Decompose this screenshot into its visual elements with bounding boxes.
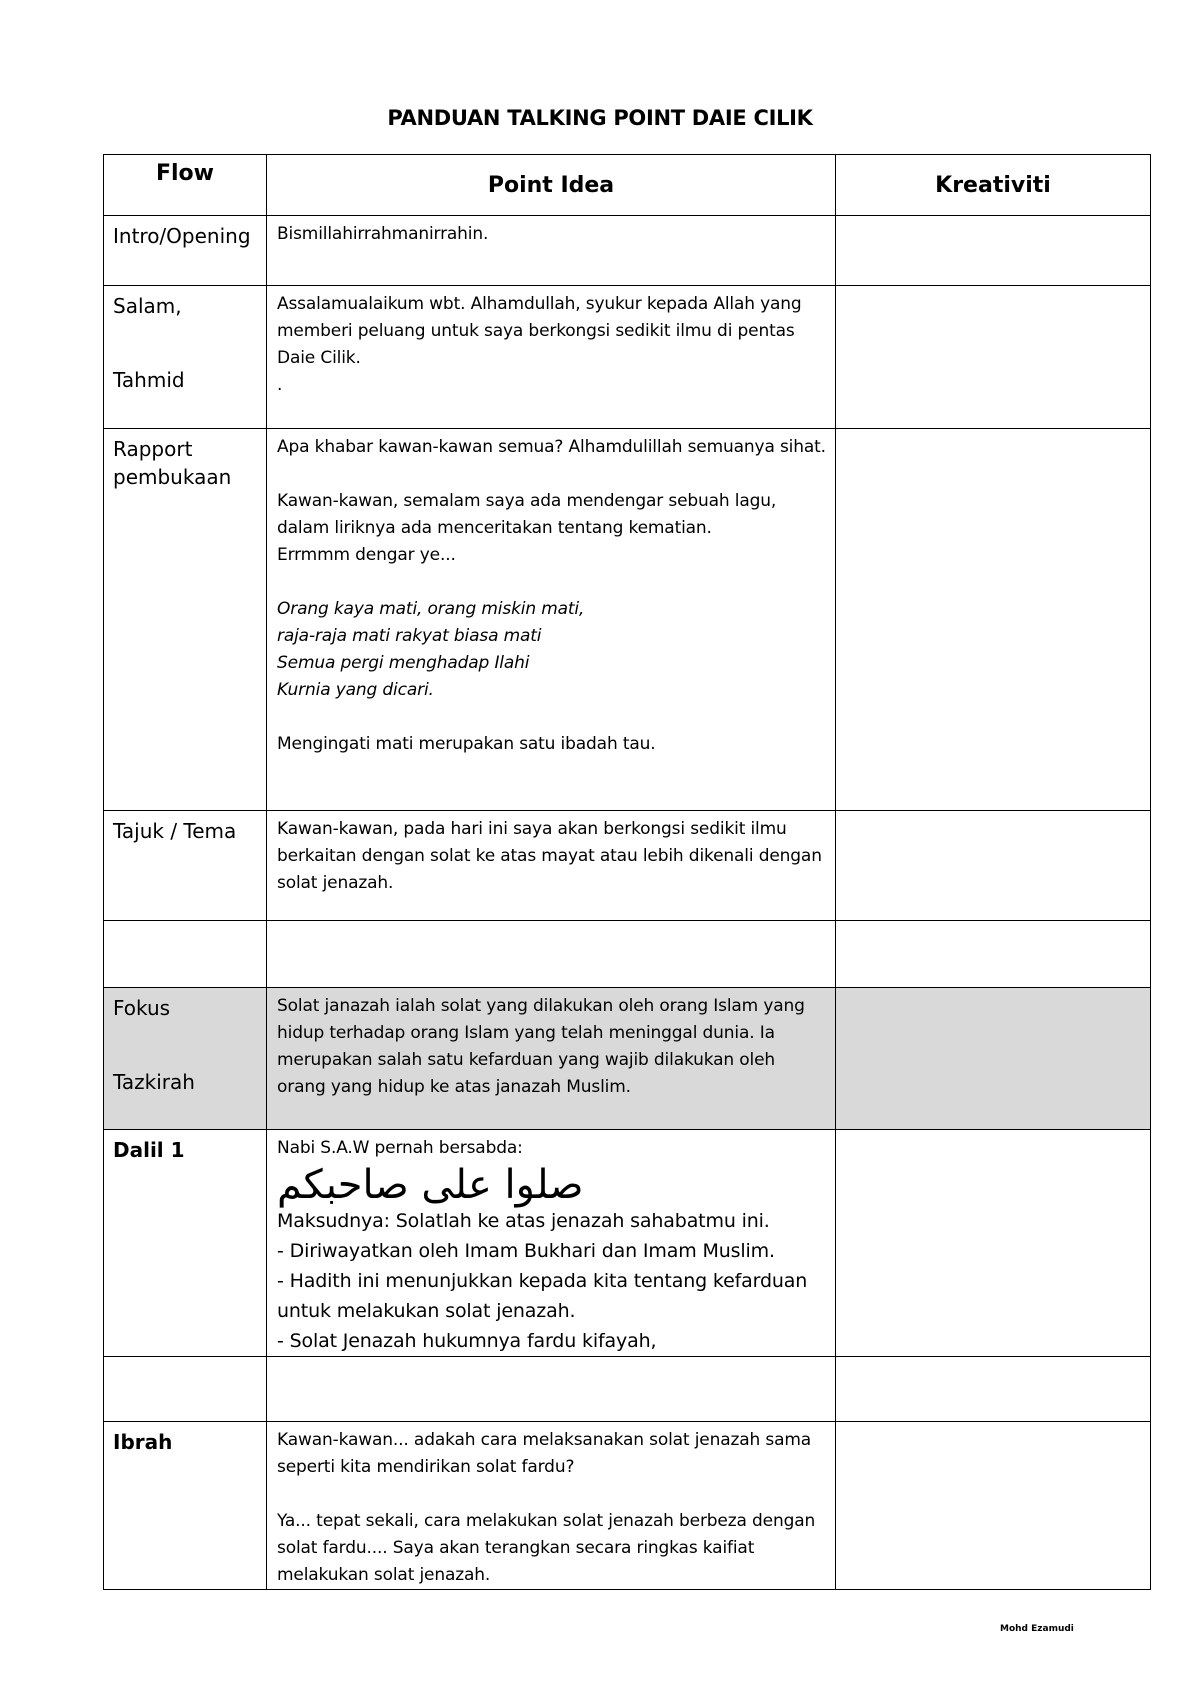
talking-point-table [103,154,1151,1590]
kreativiti-cell [836,216,1151,286]
flow-label: Ibrah [113,1430,173,1454]
table-row [104,1130,1151,1357]
header-kreativiti: Kreativiti [836,155,1151,216]
kreativiti-cell [836,1130,1151,1357]
kreativiti-cell [836,811,1151,921]
footer-author: Mohd Ezamudi [1000,1624,1074,1634]
header-flow: Flow [104,155,267,216]
flow-label: Tahmid [113,368,185,392]
flow-label: Fokus [113,996,171,1020]
kreativiti-cell [836,286,1151,429]
idea-cell [267,988,836,1130]
flow-cell [104,1422,267,1590]
flow-cell [104,1357,267,1422]
flow-label: Tajuk / Tema [113,819,237,843]
document-title: PANDUAN TALKING POINT DAIE CILIK [387,106,813,130]
dalil-line: - Solat Jenazah hukumnya fardu kifayah, [277,1330,657,1352]
idea-text: Mengingati mati merupakan satu ibadah tau. [277,734,656,754]
song-lyrics: Orang kaya mati, orang miskin mati, raja-raja mati rakyat biasa mati Semua pergi menghadap Ilahi Kurnia yang dicari. [277,599,585,700]
idea-cell [267,811,836,921]
kreativiti-cell [836,1422,1151,1590]
dalil-intro: Nabi S.A.W pernah bersabda: [277,1138,523,1158]
kreativiti-cell [836,921,1151,988]
flow-cell [104,216,267,286]
dalil-line: - Diriwayatkan oleh Imam Bukhari dan Imam Muslim. [277,1240,775,1262]
idea-cell [267,1422,836,1590]
header-point-idea: Point Idea [267,155,836,216]
arabic-hadith-text: صلوا على صاحبكم [277,1162,584,1208]
idea-text: Assalamualaikum wbt. Alhamdullah, syukur kepada Allah yang memberi peluang untuk saya berkongsi sedikit ilmu di pentas Daie Cilik. . [277,294,802,395]
idea-cell [267,1130,836,1357]
flow-cell [104,1130,267,1357]
dalil-line: - Hadith ini menunjukkan kepada kita tentang kefarduan untuk melakukan solat jenazah. [277,1270,808,1322]
idea-cell [267,429,836,811]
idea-cell [267,921,836,988]
flow-cell [104,286,267,429]
idea-text: Kawan-kawan, semalam saya ada mendengar sebuah lagu, dalam liriknya ada menceritakan tentang kematian. Errmmm dengar ye... [277,491,777,565]
kreativiti-cell [836,1357,1151,1422]
idea-text: Apa khabar kawan-kawan semua? Alhamdulillah semuanya sihat. [277,437,826,457]
kreativiti-cell [836,988,1151,1130]
flow-label: Intro/Opening [113,224,251,248]
idea-cell [267,216,836,286]
table-row-empty [104,1357,1151,1422]
table-row [104,1422,1151,1590]
table-row [104,216,1151,286]
idea-text: Kawan-kawan... adakah cara melaksanakan solat jenazah sama seperti kita mendirikan solat fardu? [277,1430,812,1477]
idea-cell [267,1357,836,1422]
flow-cell [104,429,267,811]
flow-cell [104,988,267,1130]
flow-label: Rapport pembukaan [113,437,232,489]
idea-text: Ya... tepat sekali, cara melakukan solat jenazah berbeza dengan solat fardu.... Saya akan terangkan secara ringkas kaifiat melakukan solat jenazah. [277,1511,816,1585]
idea-cell [267,286,836,429]
table-header-row [104,155,1151,216]
flow-label: Tazkirah [113,1070,195,1094]
flow-cell [104,811,267,921]
table-row [104,988,1151,1130]
flow-label: Dalil 1 [113,1138,185,1162]
table-row [104,811,1151,921]
idea-text: Kawan-kawan, pada hari ini saya akan berkongsi sedikit ilmu berkaitan dengan solat ke atas mayat atau lebih dikenali dengan solat jenazah. [277,819,822,893]
table-row-empty [104,921,1151,988]
idea-text: Bismillahirrahmanirrahin. [277,224,489,244]
idea-text: Solat janazah ialah solat yang dilakukan oleh orang Islam yang hidup terhadap orang Islam yang telah meninggal dunia. Ia merupakan salah satu kefarduan yang wajib dilakukan oleh orang yang hidup ke atas janazah Muslim. [277,996,805,1097]
table-row [104,286,1151,429]
dalil-line: Maksudnya: Solatlah ke atas jenazah sahabatmu ini. [277,1210,770,1232]
flow-label: Salam, [113,294,182,318]
kreativiti-cell [836,429,1151,811]
table-row [104,429,1151,811]
flow-cell [104,921,267,988]
